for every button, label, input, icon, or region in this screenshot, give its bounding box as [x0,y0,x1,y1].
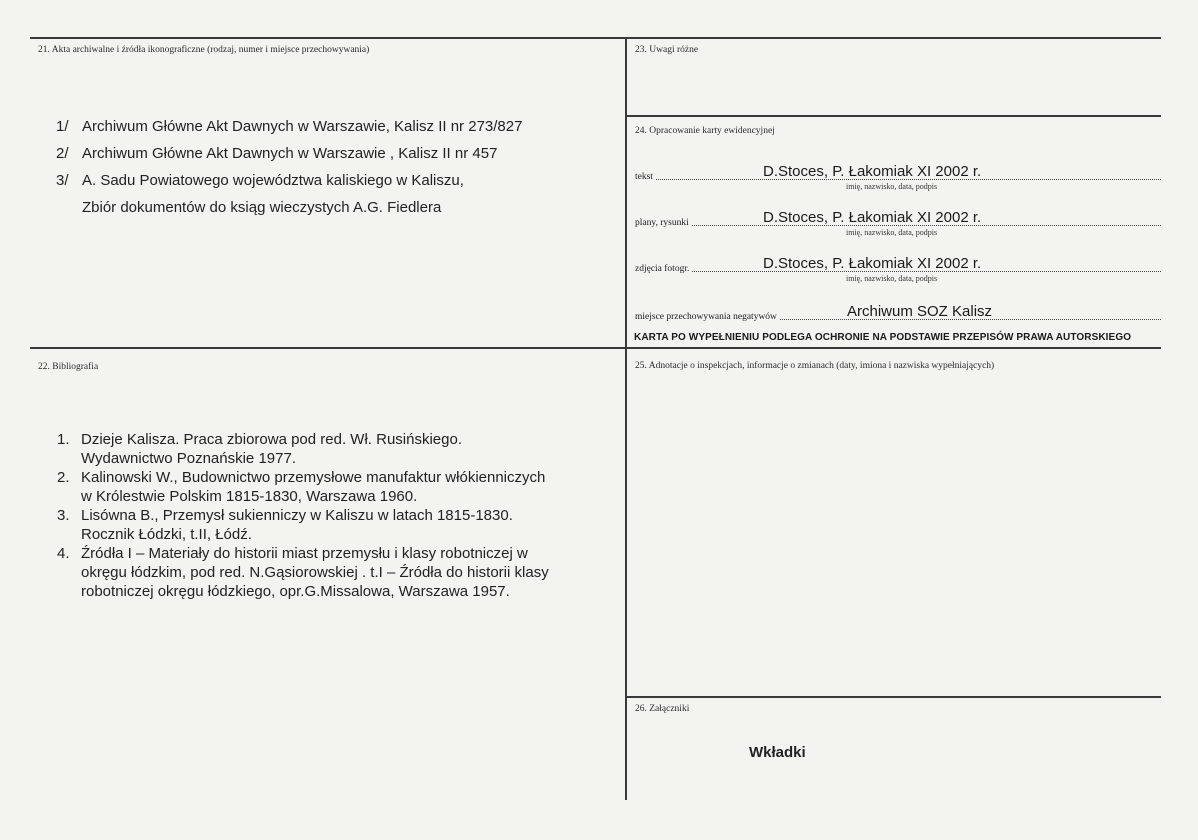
top-border [30,37,1161,39]
bib-entry-line: Wydawnictwo Poznańskie 1977. [81,450,296,467]
field-value: D.Stoces, P. Łakomiak XI 2002 r. [763,163,982,180]
field-tekst [635,158,1161,182]
field-hint: imię, nazwisko, data, podpis [846,274,938,283]
s21-entry-text: Zbiór dokumentów do ksiąg wieczystych A.G. Fiedlera [82,199,442,216]
bib-entry-line: Kalinowski W., Budownictwo przemysłowe manufaktur włókienniczych [81,469,546,486]
s21-entry-num: 3/ [56,172,69,189]
field-hint: imię, nazwisko, data, podpis [846,182,938,191]
field-value: D.Stoces, P. Łakomiak XI 2002 r. [763,255,982,272]
bib-entry-num: 1. [57,431,70,448]
bib-entry-num: 3. [57,507,70,524]
field-value: D.Stoces, P. Łakomiak XI 2002 r. [763,209,982,226]
field-plany-rysunki [635,204,1161,228]
center-divider [625,37,627,800]
s21-entry-text: Archiwum Główne Akt Dawnych w Warszawie , Kalisz II nr 457 [82,145,498,162]
bib-entry-line: w Królestwie Polskim 1815-1830, Warszawa 1960. [81,488,418,505]
attachments-value: Wkładki [749,744,806,761]
s23-bottom-border [625,115,1161,117]
s25-label: 25. Adnotacje o inspekcjach, informacje o zmianach (daty, imiona i nazwiska wypełniających) [635,361,995,371]
s21-entry-text: A. Sadu Powiatowego województwa kaliskiego w Kaliszu, [82,172,464,189]
s21-entry-text: Archiwum Główne Akt Dawnych w Warszawie, Kalisz II nr 273/827 [82,118,523,135]
bib-entry-line: okręgu łódzkim, pod red. N.Gąsiorowskiej . t.I – Źródła do historii klasy [81,564,549,581]
bib-entry-line: Rocznik Łódzki, t.II, Łódź. [81,526,252,543]
s23-label: 23. Uwagi różne [635,45,699,55]
field-label: miejsce przechowywania negatywów [635,312,777,322]
field-label: plany, rysunki [635,218,689,228]
bib-entry-num: 2. [57,469,70,486]
field-zdjecia-fotogr [635,250,1161,274]
s25-bottom-border [625,696,1161,698]
field-value: Archiwum SOZ Kalisz [847,303,993,320]
bib-entry-num: 4. [57,545,70,562]
middle-border [30,347,1161,349]
field-label: tekst [635,172,653,182]
s21-entry-num: 2/ [56,145,69,162]
bib-entry-line: Dzieje Kalisza. Praca zbiorowa pod red. Wł. Rusińskiego. [81,431,462,448]
s26-label: 26. Załączniki [635,704,690,714]
copyright-notice: KARTA PO WYPEŁNIENIU PODLEGA OCHRONIE NA PODSTAWIE PRZEPISÓW PRAWA AUTORSKIEGO [634,332,1132,343]
s21-label: 21. Akta archiwalne i źródła ikonograficzne (rodzaj, numer i miejsce przechowywania) [38,45,370,55]
bib-entry-line: robotniczej okręgu łódzkiego, opr.G.Missalowa, Warszawa 1957. [81,583,510,600]
s24-label: 24. Opracowanie karty ewidencyjnej [635,126,775,136]
field-label: zdjęcia fotogr. [635,264,690,274]
s22-label: 22. Bibliografia [38,362,99,372]
field-miejsce-negatywow [635,298,1161,322]
s21-entry-num: 1/ [56,118,69,135]
bib-entry-line: Lisówna B., Przemysł sukienniczy w Kaliszu w latach 1815-1830. [81,507,513,524]
field-hint: imię, nazwisko, data, podpis [846,228,938,237]
bib-entry-line: Źródła I – Materiały do historii miast przemysłu i klasy robotniczej w [81,545,528,562]
